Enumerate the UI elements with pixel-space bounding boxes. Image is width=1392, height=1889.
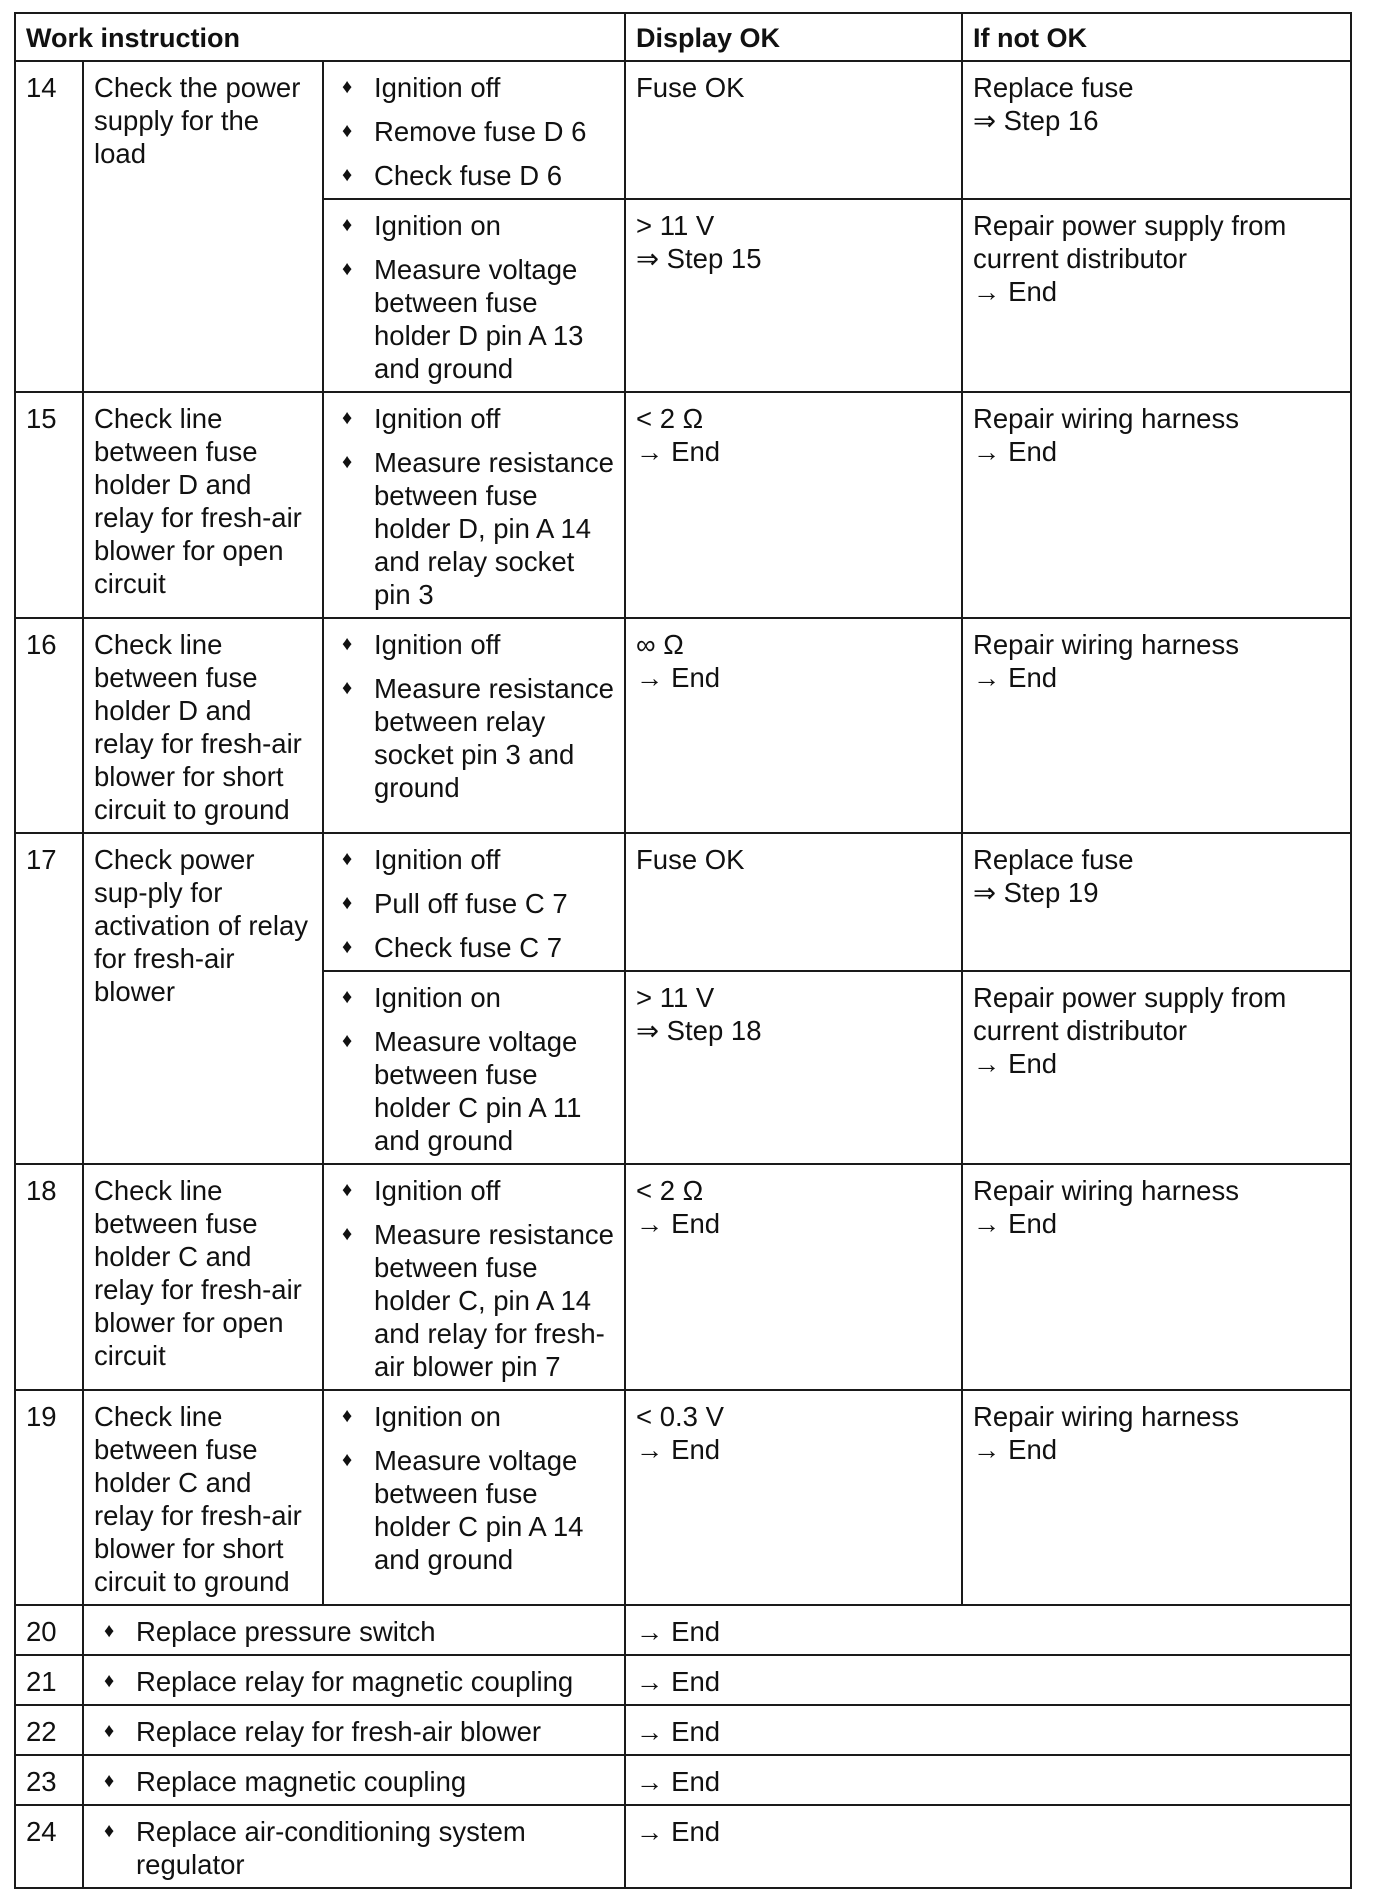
step-number: 16	[15, 618, 83, 833]
header-work-instruction: Work instruction	[15, 13, 625, 61]
action-item: ♦ Check fuse D 6	[342, 160, 563, 191]
display-ok-value: → End	[625, 1605, 1351, 1655]
work-instruction-table	[14, 12, 1352, 1889]
bullet-icon: ♦	[342, 892, 353, 914]
step-number: 14	[15, 61, 83, 392]
table-row-step-24	[15, 1805, 1351, 1888]
action-item: ♦ Ignition on	[342, 982, 501, 1013]
bullet-icon: ♦	[104, 1820, 115, 1842]
display-ok-value: → End	[625, 1705, 1351, 1755]
if-not-ok-action: Repair wiring harness → End	[962, 392, 1351, 618]
step-number: 19	[15, 1390, 83, 1605]
step-actions	[323, 61, 625, 199]
bullet-icon: ♦	[342, 258, 353, 280]
bullet-icon: ♦	[104, 1620, 115, 1642]
work-instruction-page	[14, 12, 1352, 1889]
table-header-row	[15, 13, 1351, 61]
bullet-icon: ♦	[342, 164, 353, 186]
if-not-ok-action: Repair wiring harness → End	[962, 1164, 1351, 1390]
if-not-ok-action: Replace fuse ⇒ Step 16	[962, 61, 1351, 199]
step-actions	[323, 199, 625, 392]
table-row-step-22	[15, 1705, 1351, 1755]
display-ok-value: < 0.3 V → End	[625, 1390, 962, 1605]
bullet-icon: ♦	[104, 1670, 115, 1692]
display-ok-value: Fuse OK	[625, 833, 962, 971]
action-item: ♦ Ignition off	[342, 1175, 501, 1206]
table-row-step-16	[15, 618, 1351, 833]
step-actions: ♦ Replace relay for fresh-air blower	[83, 1705, 625, 1755]
action-item: ♦ Measure resistance between relay socket pin 3 and ground	[342, 673, 614, 803]
if-not-ok-action: Repair wiring harness → End	[962, 1390, 1351, 1605]
step-actions	[323, 618, 625, 833]
step-number: 18	[15, 1164, 83, 1390]
header-if-not-ok: If not OK	[962, 13, 1351, 61]
bullet-icon: ♦	[342, 451, 353, 473]
display-ok-value: Fuse OK	[625, 61, 962, 199]
action-item: ♦ Remove fuse D 6	[342, 116, 587, 147]
action-item: ♦ Check fuse C 7	[342, 932, 563, 963]
step-number: 15	[15, 392, 83, 618]
step-actions: ♦ Replace magnetic coupling	[83, 1755, 625, 1805]
table-row-step-17	[15, 833, 1351, 971]
bullet-icon: ♦	[342, 1030, 353, 1052]
if-not-ok-action: Repair power supply from current distributor → End	[962, 199, 1351, 392]
display-ok-value: → End	[625, 1755, 1351, 1805]
step-number: 17	[15, 833, 83, 1164]
step-description: Check line between fuse holder C and relay for fresh-air blower for open circuit	[83, 1164, 323, 1390]
header-display-ok: Display OK	[625, 13, 962, 61]
step-number: 22	[15, 1705, 83, 1755]
action-item: ♦ Ignition off	[342, 844, 501, 875]
table-row-step-19	[15, 1390, 1351, 1605]
bullet-icon: ♦	[342, 214, 353, 236]
bullet-icon: ♦	[342, 986, 353, 1008]
bullet-icon: ♦	[342, 76, 353, 98]
step-actions: ♦ Replace air-conditioning system regulator	[83, 1805, 625, 1888]
display-ok-value: → End	[625, 1655, 1351, 1705]
action-item: ♦ Measure voltage between fuse holder D pin A 13 and ground	[342, 254, 584, 384]
display-ok-value: → End	[625, 1805, 1351, 1888]
bullet-icon: ♦	[342, 677, 353, 699]
step-actions: ♦ Replace relay for magnetic coupling	[83, 1655, 625, 1705]
bullet-icon: ♦	[342, 120, 353, 142]
step-actions	[323, 971, 625, 1164]
action-item: ♦ Measure voltage between fuse holder C pin A 11 and ground	[342, 1026, 582, 1156]
action-item: ♦ Measure voltage between fuse holder C pin A 14 and ground	[342, 1445, 584, 1575]
bullet-icon: ♦	[342, 1179, 353, 1201]
if-not-ok-action: Replace fuse ⇒ Step 19	[962, 833, 1351, 971]
display-ok-value: > 11 V ⇒ Step 15	[625, 199, 962, 392]
display-ok-value: < 2 Ω → End	[625, 392, 962, 618]
action-item: ♦ Pull off fuse C 7	[342, 888, 568, 919]
bullet-icon: ♦	[342, 1405, 353, 1427]
action-item: ♦ Ignition off	[342, 629, 501, 660]
table-row-step-20	[15, 1605, 1351, 1655]
step-number: 23	[15, 1755, 83, 1805]
bullet-icon: ♦	[104, 1720, 115, 1742]
bullet-icon: ♦	[342, 936, 353, 958]
action-item: ♦ Ignition off	[342, 72, 501, 103]
display-ok-value: > 11 V ⇒ Step 18	[625, 971, 962, 1164]
step-actions	[323, 1164, 625, 1390]
display-ok-value: ∞ Ω → End	[625, 618, 962, 833]
step-number: 20	[15, 1605, 83, 1655]
bullet-icon: ♦	[342, 1223, 353, 1245]
action-item: ♦ Ignition on	[342, 210, 501, 241]
display-ok-value: < 2 Ω → End	[625, 1164, 962, 1390]
table-row-step-23	[15, 1755, 1351, 1805]
bullet-icon: ♦	[104, 1770, 115, 1792]
bullet-icon: ♦	[342, 633, 353, 655]
step-description: Check power sup-ply for activation of relay for fresh-air blower	[83, 833, 323, 1164]
step-actions	[323, 1390, 625, 1605]
action-item: ♦ Ignition off	[342, 403, 501, 434]
bullet-icon: ♦	[342, 1449, 353, 1471]
if-not-ok-action: Repair power supply from current distributor → End	[962, 971, 1351, 1164]
action-item: ♦ Measure resistance between fuse holder C, pin A 14 and relay for fresh-air blower pin 7	[342, 1219, 614, 1382]
step-description: Check line between fuse holder D and relay for fresh-air blower for short circuit to ground	[83, 618, 323, 833]
table-row-step-14	[15, 61, 1351, 199]
bullet-icon: ♦	[342, 407, 353, 429]
action-item: ♦ Ignition on	[342, 1401, 501, 1432]
action-item: ♦ Measure resistance between fuse holder D, pin A 14 and relay socket pin 3	[342, 447, 614, 610]
table-row-step-15	[15, 392, 1351, 618]
table-row-step-18	[15, 1164, 1351, 1390]
step-actions	[323, 833, 625, 971]
table-row-step-21	[15, 1655, 1351, 1705]
step-number: 21	[15, 1655, 83, 1705]
step-description: Check line between fuse holder C and relay for fresh-air blower for short circuit to ground	[83, 1390, 323, 1605]
step-number: 24	[15, 1805, 83, 1888]
step-actions: ♦ Replace pressure switch	[83, 1605, 625, 1655]
step-actions	[323, 392, 625, 618]
bullet-icon: ♦	[342, 848, 353, 870]
step-description: Check the power supply for the load	[83, 61, 323, 392]
step-description: Check line between fuse holder D and relay for fresh-air blower for open circuit	[83, 392, 323, 618]
if-not-ok-action: Repair wiring harness → End	[962, 618, 1351, 833]
